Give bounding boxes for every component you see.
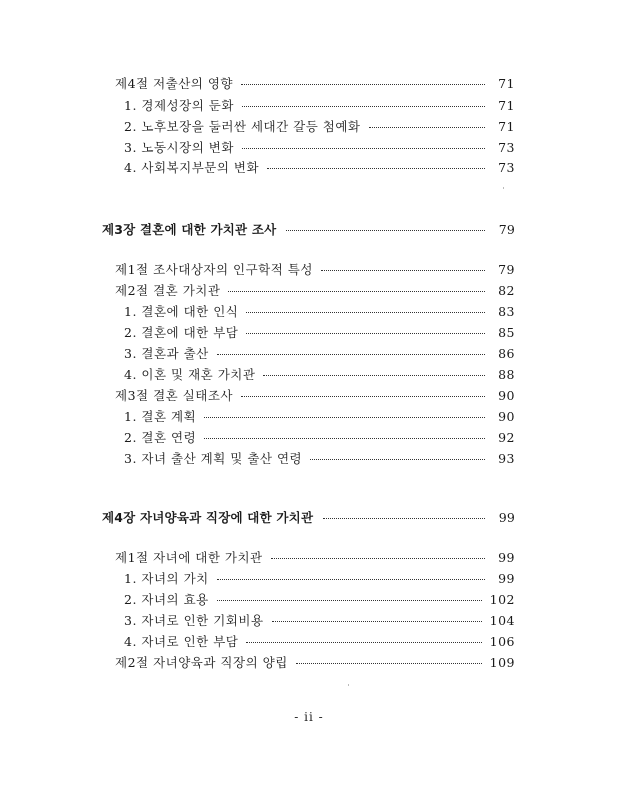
toc-item-entry[interactable] [0, 364, 618, 384]
toc-entry-label: 제1절 자녀에 대한 가치관 [115, 550, 263, 565]
dot-leader [296, 662, 482, 664]
toc-page-number: 106 [489, 633, 515, 649]
toc-chapter-label: 제3장 결혼에 대한 가치관 조사 [102, 222, 277, 237]
toc-page-number: 90 [498, 408, 515, 424]
toc-page-number: 71 [498, 97, 515, 113]
scan-speck [348, 684, 349, 686]
toc-section-entry[interactable] [0, 652, 618, 672]
dot-leader [217, 353, 485, 355]
toc-entry-label: 제2절 자녀양육과 직장의 양립 [115, 655, 288, 670]
toc-page-number: 88 [498, 366, 515, 382]
toc-entry-label: 1. 결혼에 대한 인식 [124, 304, 239, 319]
toc-page-number: 85 [498, 324, 515, 340]
dot-leader [272, 620, 482, 622]
toc-page-number: 109 [489, 654, 515, 670]
dot-leader [246, 332, 485, 334]
toc-entry-label: 4. 자녀로 인한 부담 [124, 634, 239, 649]
dot-leader [241, 395, 485, 397]
dot-leader [246, 641, 481, 643]
toc-entry-label: 2. 노후보장을 둘러싼 세대간 갈등 첨예화 [124, 119, 361, 134]
toc-item-entry[interactable] [0, 610, 618, 630]
dot-leader [242, 147, 485, 149]
dot-leader [310, 458, 485, 460]
toc-entry-label: 3. 자녀 출산 계획 및 출산 연령 [124, 451, 303, 466]
toc-section-entry[interactable] [0, 385, 618, 405]
toc-item-entry[interactable] [0, 322, 618, 342]
dot-leader [228, 290, 485, 292]
toc-item-entry[interactable] [0, 406, 618, 426]
toc-entry-label: 1. 결혼 계획 [124, 409, 197, 424]
dot-leader [246, 311, 485, 313]
toc-item-entry[interactable] [0, 95, 618, 115]
toc-page-number: 86 [498, 345, 515, 361]
toc-item-entry[interactable] [0, 137, 618, 157]
dot-leader [241, 83, 485, 85]
toc-entry-label: 제2절 결혼 가치관 [115, 283, 221, 298]
page-footer-number: - ii - [294, 710, 324, 724]
toc-page-number: 73 [498, 139, 515, 155]
toc-section-entry[interactable] [0, 73, 618, 93]
toc-page-number: 92 [498, 429, 515, 445]
toc-page-number: 73 [498, 159, 515, 175]
dot-leader [242, 105, 485, 107]
dot-leader [267, 167, 485, 169]
toc-item-entry[interactable] [0, 116, 618, 136]
dot-leader [271, 557, 485, 559]
toc-entry-label: 제1절 조사대상자의 인구학적 특성 [115, 262, 313, 277]
toc-page-number: 102 [489, 591, 515, 607]
toc-entry-label: 3. 노동시장의 변화 [124, 140, 234, 155]
dot-leader [263, 374, 485, 376]
dot-leader [286, 229, 485, 231]
dot-leader [204, 437, 485, 439]
toc-item-entry[interactable] [0, 631, 618, 651]
toc-page-number: 90 [498, 387, 515, 403]
toc-item-entry[interactable] [0, 343, 618, 363]
toc-page-number: 99 [498, 570, 515, 586]
toc-page-number: 71 [498, 75, 515, 91]
toc-page-number: 82 [498, 282, 515, 298]
toc-entry-label: 4. 이혼 및 재혼 가치관 [124, 367, 256, 382]
scan-speck [503, 187, 504, 189]
dot-leader [323, 517, 485, 519]
toc-chapter-entry[interactable] [0, 219, 618, 239]
toc-chapter-entry[interactable] [0, 507, 618, 527]
toc-page-number: 79 [498, 221, 515, 237]
toc-item-entry[interactable] [0, 157, 618, 177]
toc-item-entry[interactable] [0, 568, 618, 588]
dot-leader [217, 578, 485, 580]
toc-page-number: 79 [498, 261, 515, 277]
toc-entry-label: 3. 결혼과 출산 [124, 346, 209, 361]
toc-entry-label: 제4절 저출산의 영향 [115, 76, 233, 91]
toc-section-entry[interactable] [0, 547, 618, 567]
toc-section-entry[interactable] [0, 280, 618, 300]
toc-page-number: 104 [489, 612, 515, 628]
toc-entry-label: 3. 자녀로 인한 기회비용 [124, 613, 264, 628]
toc-entry-label: 2. 결혼 연령 [124, 430, 197, 445]
toc-item-entry[interactable] [0, 427, 618, 447]
toc-page-number: 99 [498, 509, 515, 525]
dot-leader [217, 599, 482, 601]
toc-entry-label: 4. 사회복지부문의 변화 [124, 160, 260, 175]
toc-chapter-label: 제4장 자녀양육과 직장에 대한 가치관 [102, 510, 314, 525]
dot-leader [321, 269, 485, 271]
toc-item-entry[interactable] [0, 589, 618, 609]
dot-leader [369, 126, 486, 128]
toc-entry-label: 1. 자녀의 가치 [124, 571, 209, 586]
toc-section-entry[interactable] [0, 259, 618, 279]
toc-item-entry[interactable] [0, 448, 618, 468]
toc-entry-label: 2. 결혼에 대한 부담 [124, 325, 239, 340]
toc-page-number: 71 [498, 118, 515, 134]
toc-page-number: 99 [498, 549, 515, 565]
toc-item-entry[interactable] [0, 301, 618, 321]
toc-entry-label: 2. 자녀의 효용 [124, 592, 209, 607]
dot-leader [204, 416, 485, 418]
toc-page-number: 83 [498, 303, 515, 319]
toc-entry-label: 1. 경제성장의 둔화 [124, 98, 234, 113]
toc-entry-label: 제3절 결혼 실태조사 [115, 388, 233, 403]
toc-page-number: 93 [498, 450, 515, 466]
